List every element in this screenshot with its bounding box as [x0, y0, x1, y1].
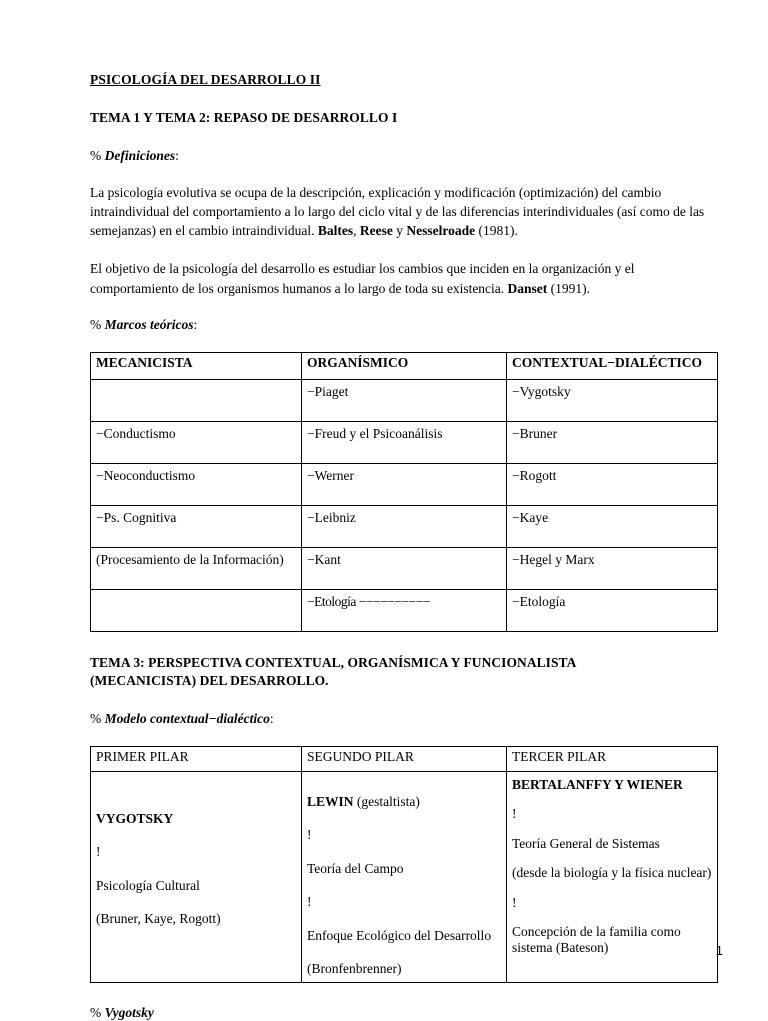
table-cell-etologia-link: −Etología −−−−−−−−−− — [302, 589, 507, 631]
table-cell: −Conductismo — [91, 421, 302, 463]
table-row — [91, 421, 718, 463]
cell-spacer — [307, 777, 502, 794]
pilar3-line-3: Concepción de la familia como sistema (Bateson) — [512, 923, 681, 956]
table-cell: −Ps. Cognitiva — [91, 505, 302, 547]
cell-spacer — [96, 794, 297, 811]
pilar3-arrow-line-1 — [512, 806, 713, 822]
table-cell: −Piaget — [302, 379, 507, 421]
column-header-tercer-pilar: TERCER PILAR — [507, 746, 718, 771]
pilar2-title: LEWIN — [307, 793, 354, 809]
heading-tema-3-line1: TEMA 3: PERSPECTIVA CONTEXTUAL, ORGANÍSMICA Y FUNCIONALISTA — [90, 654, 577, 670]
paragraph-objetivo-danset — [90, 259, 716, 297]
author-baltes: Baltes — [317, 223, 354, 239]
author-nesselroade: Nesselroade — [406, 223, 476, 239]
author-reese: Reese — [359, 223, 393, 239]
pilar1-arrow-line — [96, 844, 297, 860]
pilar2-title-suffix: (gestaltista) — [353, 793, 420, 809]
pilar3-line-1: Teoría General de Sistemas — [512, 835, 660, 851]
table-cell: (Procesamiento de la Información) — [91, 547, 302, 589]
label-definiciones-text: Definiciones — [104, 147, 176, 163]
table-row — [91, 379, 718, 421]
table-cell: −Etología — [507, 589, 718, 631]
marcos-teoricos-table — [90, 352, 718, 632]
table-row — [91, 589, 718, 631]
pilar1-title: VYGOTSKY — [96, 810, 174, 826]
label-modelo-text: Modelo contextual−dialéctico — [104, 710, 270, 726]
paragraph-2-text: El objetivo de la psicología del desarrollo es estudiar los cambios que inciden en la organización y el comportamiento de los organismos humanos a lo largo de toda su existencia. — [90, 261, 635, 296]
page-number: 1 — [715, 943, 723, 958]
cell-spacer — [96, 777, 297, 794]
cell-primer-pilar — [91, 771, 302, 983]
table-row — [91, 771, 718, 983]
table-cell — [91, 379, 302, 421]
label-vygotsky-text: Vygotsky — [104, 1005, 154, 1021]
column-header-primer-pilar: PRIMER PILAR — [91, 746, 302, 771]
pilar2-arrow-line-1 — [307, 827, 502, 843]
label-definiciones-colon: : — [175, 147, 179, 163]
table-row — [91, 547, 718, 589]
paragraph-1-text: La psicología evolutiva se ocupa de la descripción, explicación y modificación (optimización) del cambio intraindividual del comportamiento a lo largo del ciclo vital y de las diferencias interindividuales (así como de las semejanzas) en el cambio intraindividual. — [90, 184, 705, 239]
bullet-marker-percent: % — [90, 1005, 105, 1021]
pilar3-line-2: (desde la biología y la física nuclear) — [512, 865, 712, 881]
down-arrow-icon: ! — [307, 894, 312, 910]
table-cell: −Neoconductismo — [91, 463, 302, 505]
heading-tema-1-2: TEMA 1 Y TEMA 2: REPASO DE DESARROLLO I — [90, 110, 398, 125]
label-marcos-teoricos — [90, 317, 716, 333]
pilar2-line-2: Enfoque Ecológico del Desarrollo — [307, 927, 492, 943]
column-header-mecanicista: MECANICISTA — [91, 352, 302, 379]
pilar2-line-1: Teoría del Campo — [307, 860, 404, 876]
table-header-row — [91, 352, 718, 379]
bullet-marker-percent: % — [90, 316, 105, 332]
column-header-contextual-dialectico: CONTEXTUAL−DIALÉCTICO — [507, 352, 718, 379]
author-sep-2: y — [392, 223, 407, 239]
table-cell — [91, 589, 302, 631]
paragraph-definicion-baltes — [90, 183, 716, 240]
pilar1-line-1: Psicología Cultural — [96, 877, 200, 893]
pilar3-title-line — [512, 777, 713, 793]
down-arrow-icon: ! — [307, 827, 312, 843]
document-title: PSICOLOGÍA DEL DESARROLLO II — [90, 72, 321, 87]
paragraph-1-year: (1981). — [475, 223, 518, 239]
pilar3-title: BERTALANFFY Y WIENER — [512, 776, 683, 792]
label-modelo-contextual — [90, 711, 716, 727]
table-cell: −Hegel y Marx — [507, 547, 718, 589]
down-arrow-icon: ! — [96, 844, 101, 860]
paragraph-2-year: (1991). — [547, 280, 591, 296]
table-row — [91, 505, 718, 547]
table-cell: −Kant — [302, 547, 507, 589]
author-sep-1: , — [353, 223, 360, 239]
cell-tercer-pilar — [507, 771, 718, 983]
pilar2-line-3: (Bronfenbrenner) — [307, 960, 402, 976]
table-cell: −Leibniz — [302, 505, 507, 547]
cell-segundo-pilar — [302, 771, 507, 983]
down-arrow-icon: ! — [512, 806, 517, 822]
pilar1-title-line — [96, 811, 297, 827]
table-header-row — [91, 746, 718, 771]
table-row — [91, 463, 718, 505]
label-marcos-colon: : — [193, 316, 198, 332]
label-definiciones — [90, 148, 716, 164]
label-marcos-text: Marcos teóricos — [104, 316, 194, 332]
pilares-table — [90, 746, 718, 984]
column-header-segundo-pilar: SEGUNDO PILAR — [302, 746, 507, 771]
heading-tema-3 — [90, 654, 716, 690]
pilar1-line-2: (Bruner, Kaye, Rogott) — [96, 911, 221, 927]
bullet-marker-percent: % — [90, 147, 105, 163]
table-cell: −Bruner — [507, 421, 718, 463]
pilar3-arrow-line-2 — [512, 895, 713, 911]
down-arrow-icon: ! — [512, 894, 517, 910]
heading-tema-3-line2: (MECANICISTA) DEL DESARROLLO. — [90, 672, 329, 688]
column-header-organismico: ORGANÍSMICO — [302, 352, 507, 379]
table-cell: −Werner — [302, 463, 507, 505]
pilar2-arrow-line-2 — [307, 894, 502, 910]
table-cell: −Kaye — [507, 505, 718, 547]
table-cell: −Freud y el Psicoanálisis — [302, 421, 507, 463]
table-cell: −Rogott — [507, 463, 718, 505]
bullet-marker-percent: % — [90, 710, 105, 726]
pilar2-title-line — [307, 794, 502, 810]
label-modelo-colon: : — [269, 710, 274, 726]
author-danset: Danset — [507, 280, 548, 296]
table-cell: −Vygotsky — [507, 379, 718, 421]
label-vygotsky — [90, 1005, 716, 1021]
